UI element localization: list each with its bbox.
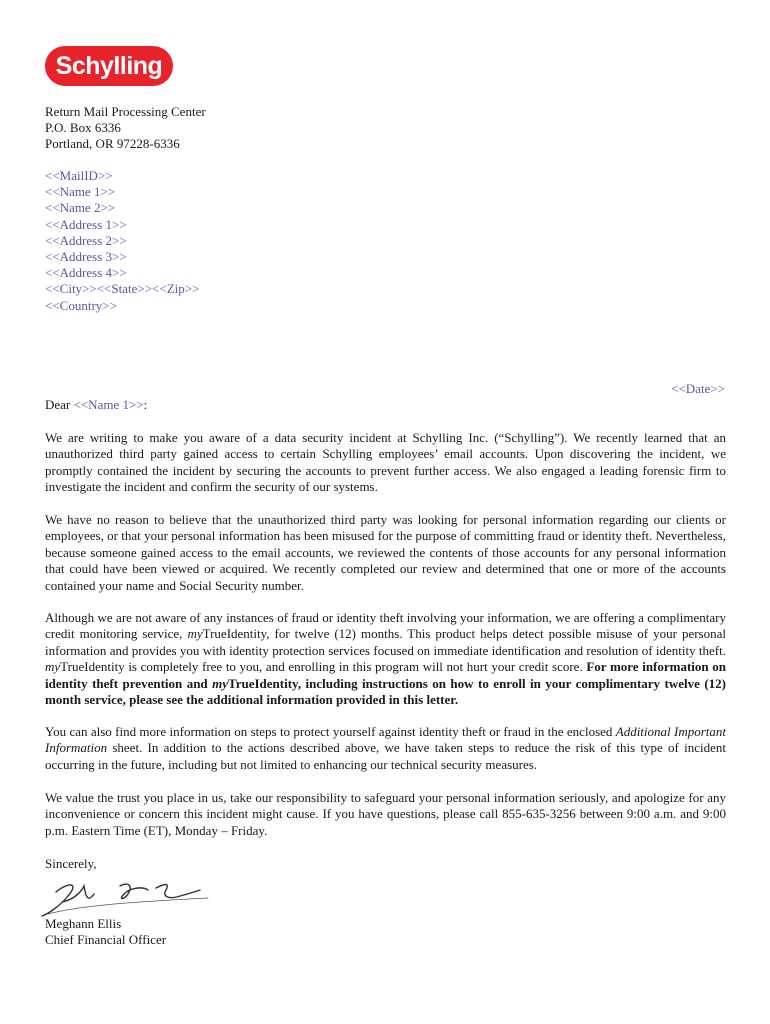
return-address [45, 104, 206, 153]
signer-title: Chief Financial Officer [45, 932, 167, 948]
text-run: TrueIdentity, for twelve (12) months. This product helps detect possible misuse of your personal information and provides you with identity protection services focused on immediate identification and resolution of identity theft. [45, 626, 726, 658]
merge-field-address-2: <<Address 2>> [45, 232, 127, 248]
brand-my-italic: my [212, 675, 229, 691]
merge-field-name-2: <<Name 2>> [45, 200, 116, 216]
merge-field-address-1: <<Address 1>> [45, 216, 127, 232]
salutation [45, 397, 147, 413]
signer-name: Meghann Ellis [45, 916, 122, 931]
salutation-prefix: Dear [45, 397, 74, 412]
text-run: TrueIdentity is completely free to you, and enrolling in this program will not hurt your credit score. [60, 659, 587, 675]
text-run: Although we are not aware of any instances of fraud or identity theft involving your information, we are offering a complimentary credit monitoring service, [45, 610, 726, 642]
salutation-name: <<Name 1>> [73, 397, 144, 412]
merge-field-mail-id: <<MailID>> [45, 168, 113, 183]
merge-field-country: <<Country>> [45, 297, 117, 313]
return-address-line: Return Mail Processing Center [45, 104, 206, 119]
merge-field-city-state-zip: <<City>><<State>><<Zip>> [45, 281, 200, 297]
return-address-line: P.O. Box 6336 [45, 120, 121, 136]
text-run: You can also find more information on steps to protect yourself against identity theft or fraud in the enclosed [45, 724, 616, 739]
merge-field-date: <<Date>> [671, 381, 725, 396]
recipient-address-block [45, 168, 199, 314]
brand-my-italic: my [187, 626, 203, 642]
body-paragraph-4 [45, 724, 726, 773]
salutation-suffix: : [143, 397, 148, 412]
body-paragraph-2: We have no reason to believe that the unauthorized third party was looking for personal information regarding our clients or employees, or that your personal information has been misused for the purpose of committing fraud or identity theft. Nevertheless, because someone gained access to the email accounts, we reviewed the contents of those accounts for any personal information that could have been viewed or acquired. We recently completed our review and determined that one or more of the accounts contained your name and Social Security number. [45, 512, 726, 593]
text-run: For more information on identity theft prevention and [45, 659, 727, 691]
body-paragraph-1: We are writing to make you aware of a data security incident at Schylling Inc. (“Schylling”). We recently learned that an unauthorized third party gained access to certain Schylling employees’ email accounts. Upon discovering the incident, we promptly contained the incident by securing the accounts to prevent further access. We also engaged a leading forensic firm to investigate the incident and confirm the security of our systems. [45, 430, 726, 495]
merge-field-name-1: <<Name 1>> [45, 184, 116, 200]
merge-field-address-4: <<Address 4>> [45, 265, 127, 281]
merge-field-address-3: <<Address 3>> [45, 249, 127, 265]
schylling-logo: Schylling [45, 46, 173, 86]
text-run: TrueIdentity, including instructions on how to enroll in your complimentary twelve (12) month service, please see the additional information provided in this letter. [45, 675, 727, 708]
signer-block [45, 916, 166, 949]
body-paragraph-5: We value the trust you place in us, take our responsibility to safeguard your personal information seriously, and apologize for any inconvenience or concern this incident might cause. If you have questions, please call 855-635-3256 between 9:00 a.m. and 9:00 p.m. Eastern Time (ET), Monday – Friday. [45, 790, 726, 838]
signature-image [38, 872, 218, 922]
text-run: sheet. In addition to the actions described above, we have taken steps to reduce the risk of this type of incident occurring in the future, including but not limited to enhancing our technical security measures. [45, 740, 726, 772]
brand-my-italic: my [45, 659, 61, 675]
return-address-line: Portland, OR 97228-6336 [45, 136, 180, 152]
enclosure-title-italic: Additional Important Information [45, 724, 726, 756]
closing: Sincerely, [45, 856, 97, 871]
body-paragraph-3 [45, 610, 726, 708]
